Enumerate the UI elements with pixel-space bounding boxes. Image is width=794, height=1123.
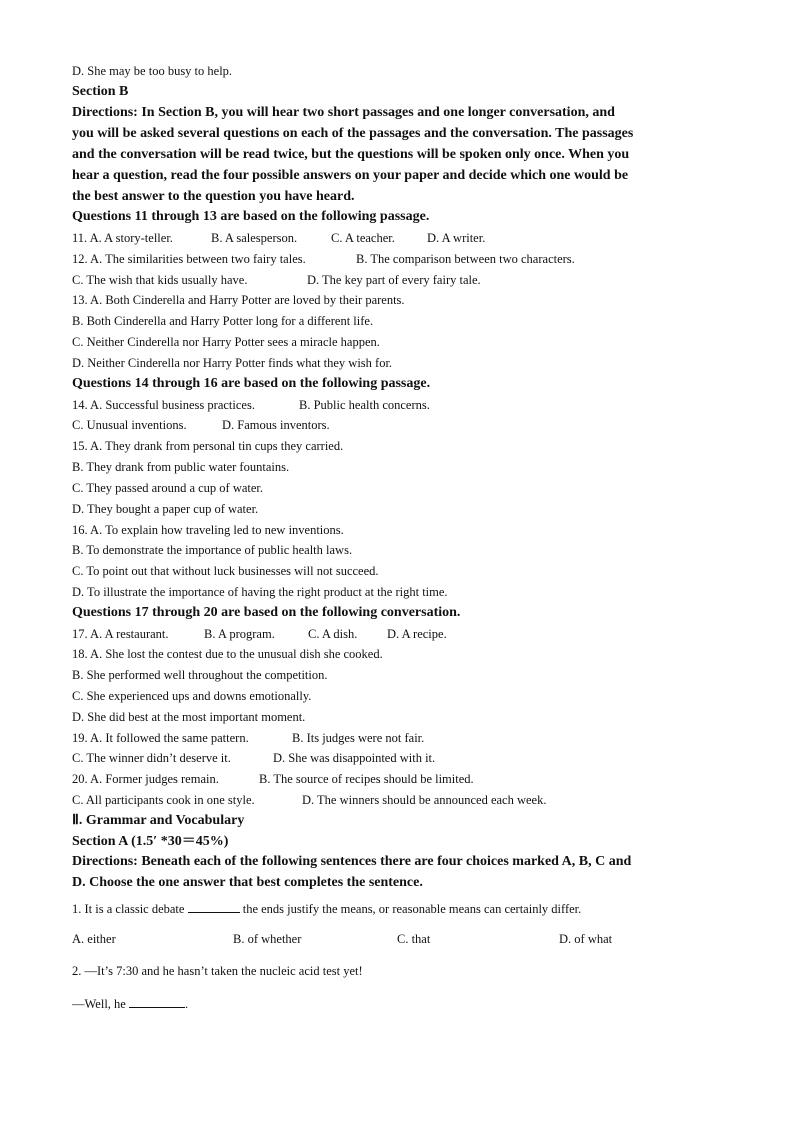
q16-option-c: C. To point out that without luck businesses will not succeed. — [72, 564, 379, 578]
q11-option-a: 11. A. A story-teller. — [72, 231, 173, 245]
q15-option-c: C. They passed around a cup of water. — [72, 481, 264, 495]
q18-option-a: 18. A. She lost the contest due to the unusual dish she cooked. — [72, 647, 383, 661]
grammar-question-1-options — [72, 931, 612, 947]
q17-option-b: B. A program. — [204, 627, 275, 641]
q20-option-b: B. The source of recipes should be limited. — [259, 772, 474, 786]
g2-answer-blank — [129, 996, 185, 1008]
q19-option-b: B. Its judges were not fair. — [292, 731, 425, 745]
q19-option-c: C. The winner didn’t deserve it. — [72, 751, 231, 765]
q20-option-d: D. The winners should be announced each week. — [302, 793, 547, 807]
question-17 — [72, 626, 447, 642]
q15-option-b: B. They drank from public water fountains. — [72, 460, 290, 474]
q14-option-b: B. Public health concerns. — [299, 398, 430, 412]
q20-option-c: C. All participants cook in one style. — [72, 793, 255, 807]
g1-stem-start: 1. It is a classic debate — [72, 902, 185, 916]
directions-a-line-2: D. Choose the one answer that best completes the sentence. — [72, 875, 423, 890]
q17-option-d: D. A recipe. — [387, 627, 447, 641]
question-12-line-2 — [72, 272, 481, 288]
g1-option-b: B. of whether — [233, 932, 302, 946]
q19-option-a: 19. A. It followed the same pattern. — [72, 731, 249, 745]
section-a-heading: Section A (1.5′ *30＝45%) — [72, 834, 229, 849]
q19-option-d: D. She was disappointed with it. — [273, 751, 436, 765]
directions-b-line-2: you will be asked several questions on each of the passages and the conversation. The passages — [72, 126, 634, 141]
question-19-line-2 — [72, 750, 435, 766]
question-20-line-2 — [72, 792, 546, 808]
question-12-line-1 — [72, 251, 575, 267]
q15-option-d: D. They bought a paper cup of water. — [72, 502, 259, 516]
question-19-line-1 — [72, 730, 424, 746]
q14-option-d: D. Famous inventors. — [222, 418, 330, 432]
directions-b-line-1: Directions: In Section B, you will hear two short passages and one longer conversation, and — [72, 105, 615, 120]
q13-option-c: C. Neither Cinderella nor Harry Potter sees a miracle happen. — [72, 335, 380, 349]
q17-option-a: 17. A. A restaurant. — [72, 627, 169, 641]
q12-option-d: D. The key part of every fairy tale. — [307, 273, 481, 287]
g1-answer-blank — [188, 901, 240, 913]
q17-option-c: C. A dish. — [308, 627, 358, 641]
directions-b-line-4: hear a question, read the four possible answers on your paper and decide which one would be — [72, 168, 629, 183]
q16-option-a: 16. A. To explain how traveling led to new inventions. — [72, 523, 344, 537]
questions-14-16-heading: Questions 14 through 16 are based on the following passage. — [72, 376, 431, 391]
q15-option-a: 15. A. They drank from personal tin cups they carried. — [72, 439, 344, 453]
q20-option-a: 20. A. Former judges remain. — [72, 772, 219, 786]
section-b-heading: Section B — [72, 84, 129, 99]
g2-reply-end: . — [184, 997, 189, 1011]
question-11 — [72, 230, 485, 246]
questions-17-20-heading: Questions 17 through 20 are based on the following conversation. — [72, 605, 461, 620]
q11-option-c: C. A teacher. — [331, 231, 395, 245]
question-20-line-1 — [72, 771, 474, 787]
grammar-question-2-line-1: 2. —It’s 7:30 and he hasn’t taken the nucleic acid test yet! — [72, 964, 363, 978]
q13-option-d: D. Neither Cinderella nor Harry Potter finds what they wish for. — [72, 356, 393, 370]
q16-option-d: D. To illustrate the importance of having the right product at the right time. — [72, 585, 448, 599]
part-2-heading: Ⅱ. Grammar and Vocabulary — [72, 813, 245, 828]
g1-option-c: C. that — [397, 932, 431, 946]
q18-option-c: C. She experienced ups and downs emotionally. — [72, 689, 312, 703]
q14-option-c: C. Unusual inventions. — [72, 418, 187, 432]
q12-option-c: C. The wish that kids usually have. — [72, 273, 248, 287]
q18-option-d: D. She did best at the most important moment. — [72, 710, 306, 724]
q16-option-b: B. To demonstrate the importance of public health laws. — [72, 543, 353, 557]
g1-option-a: A. either — [72, 932, 116, 946]
q18-option-b: B. She performed well throughout the competition. — [72, 668, 328, 682]
g2-reply-start: —Well, he — [72, 997, 126, 1011]
q12-option-a: 12. A. The similarities between two fairy tales. — [72, 252, 306, 266]
directions-a-line-1: Directions: Beneath each of the following sentences there are four choices marked A, B, C and — [72, 854, 632, 869]
grammar-question-1 — [72, 901, 581, 917]
questions-11-13-heading: Questions 11 through 13 are based on the following passage. — [72, 209, 430, 224]
question-14-line-2 — [72, 417, 330, 433]
g1-stem-end: the ends justify the means, or reasonable means can certainly differ. — [242, 902, 582, 916]
q13-option-b: B. Both Cinderella and Harry Potter long for a different life. — [72, 314, 374, 328]
grammar-question-2-line-2 — [72, 996, 188, 1012]
q14-option-a: 14. A. Successful business practices. — [72, 398, 255, 412]
q11-option-b: B. A salesperson. — [211, 231, 298, 245]
question-14-line-1 — [72, 397, 430, 413]
q12-option-b: B. The comparison between two characters. — [356, 252, 575, 266]
directions-b-line-3: and the conversation will be read twice, but the questions will be spoken only once. When you — [72, 147, 630, 162]
g1-option-d: D. of what — [559, 932, 613, 946]
q10-option-d: D. She may be too busy to help. — [72, 64, 233, 78]
directions-b-line-5: the best answer to the question you have heard. — [72, 189, 355, 204]
q13-option-a: 13. A. Both Cinderella and Harry Potter are loved by their parents. — [72, 293, 405, 307]
q11-option-d: D. A writer. — [427, 231, 486, 245]
